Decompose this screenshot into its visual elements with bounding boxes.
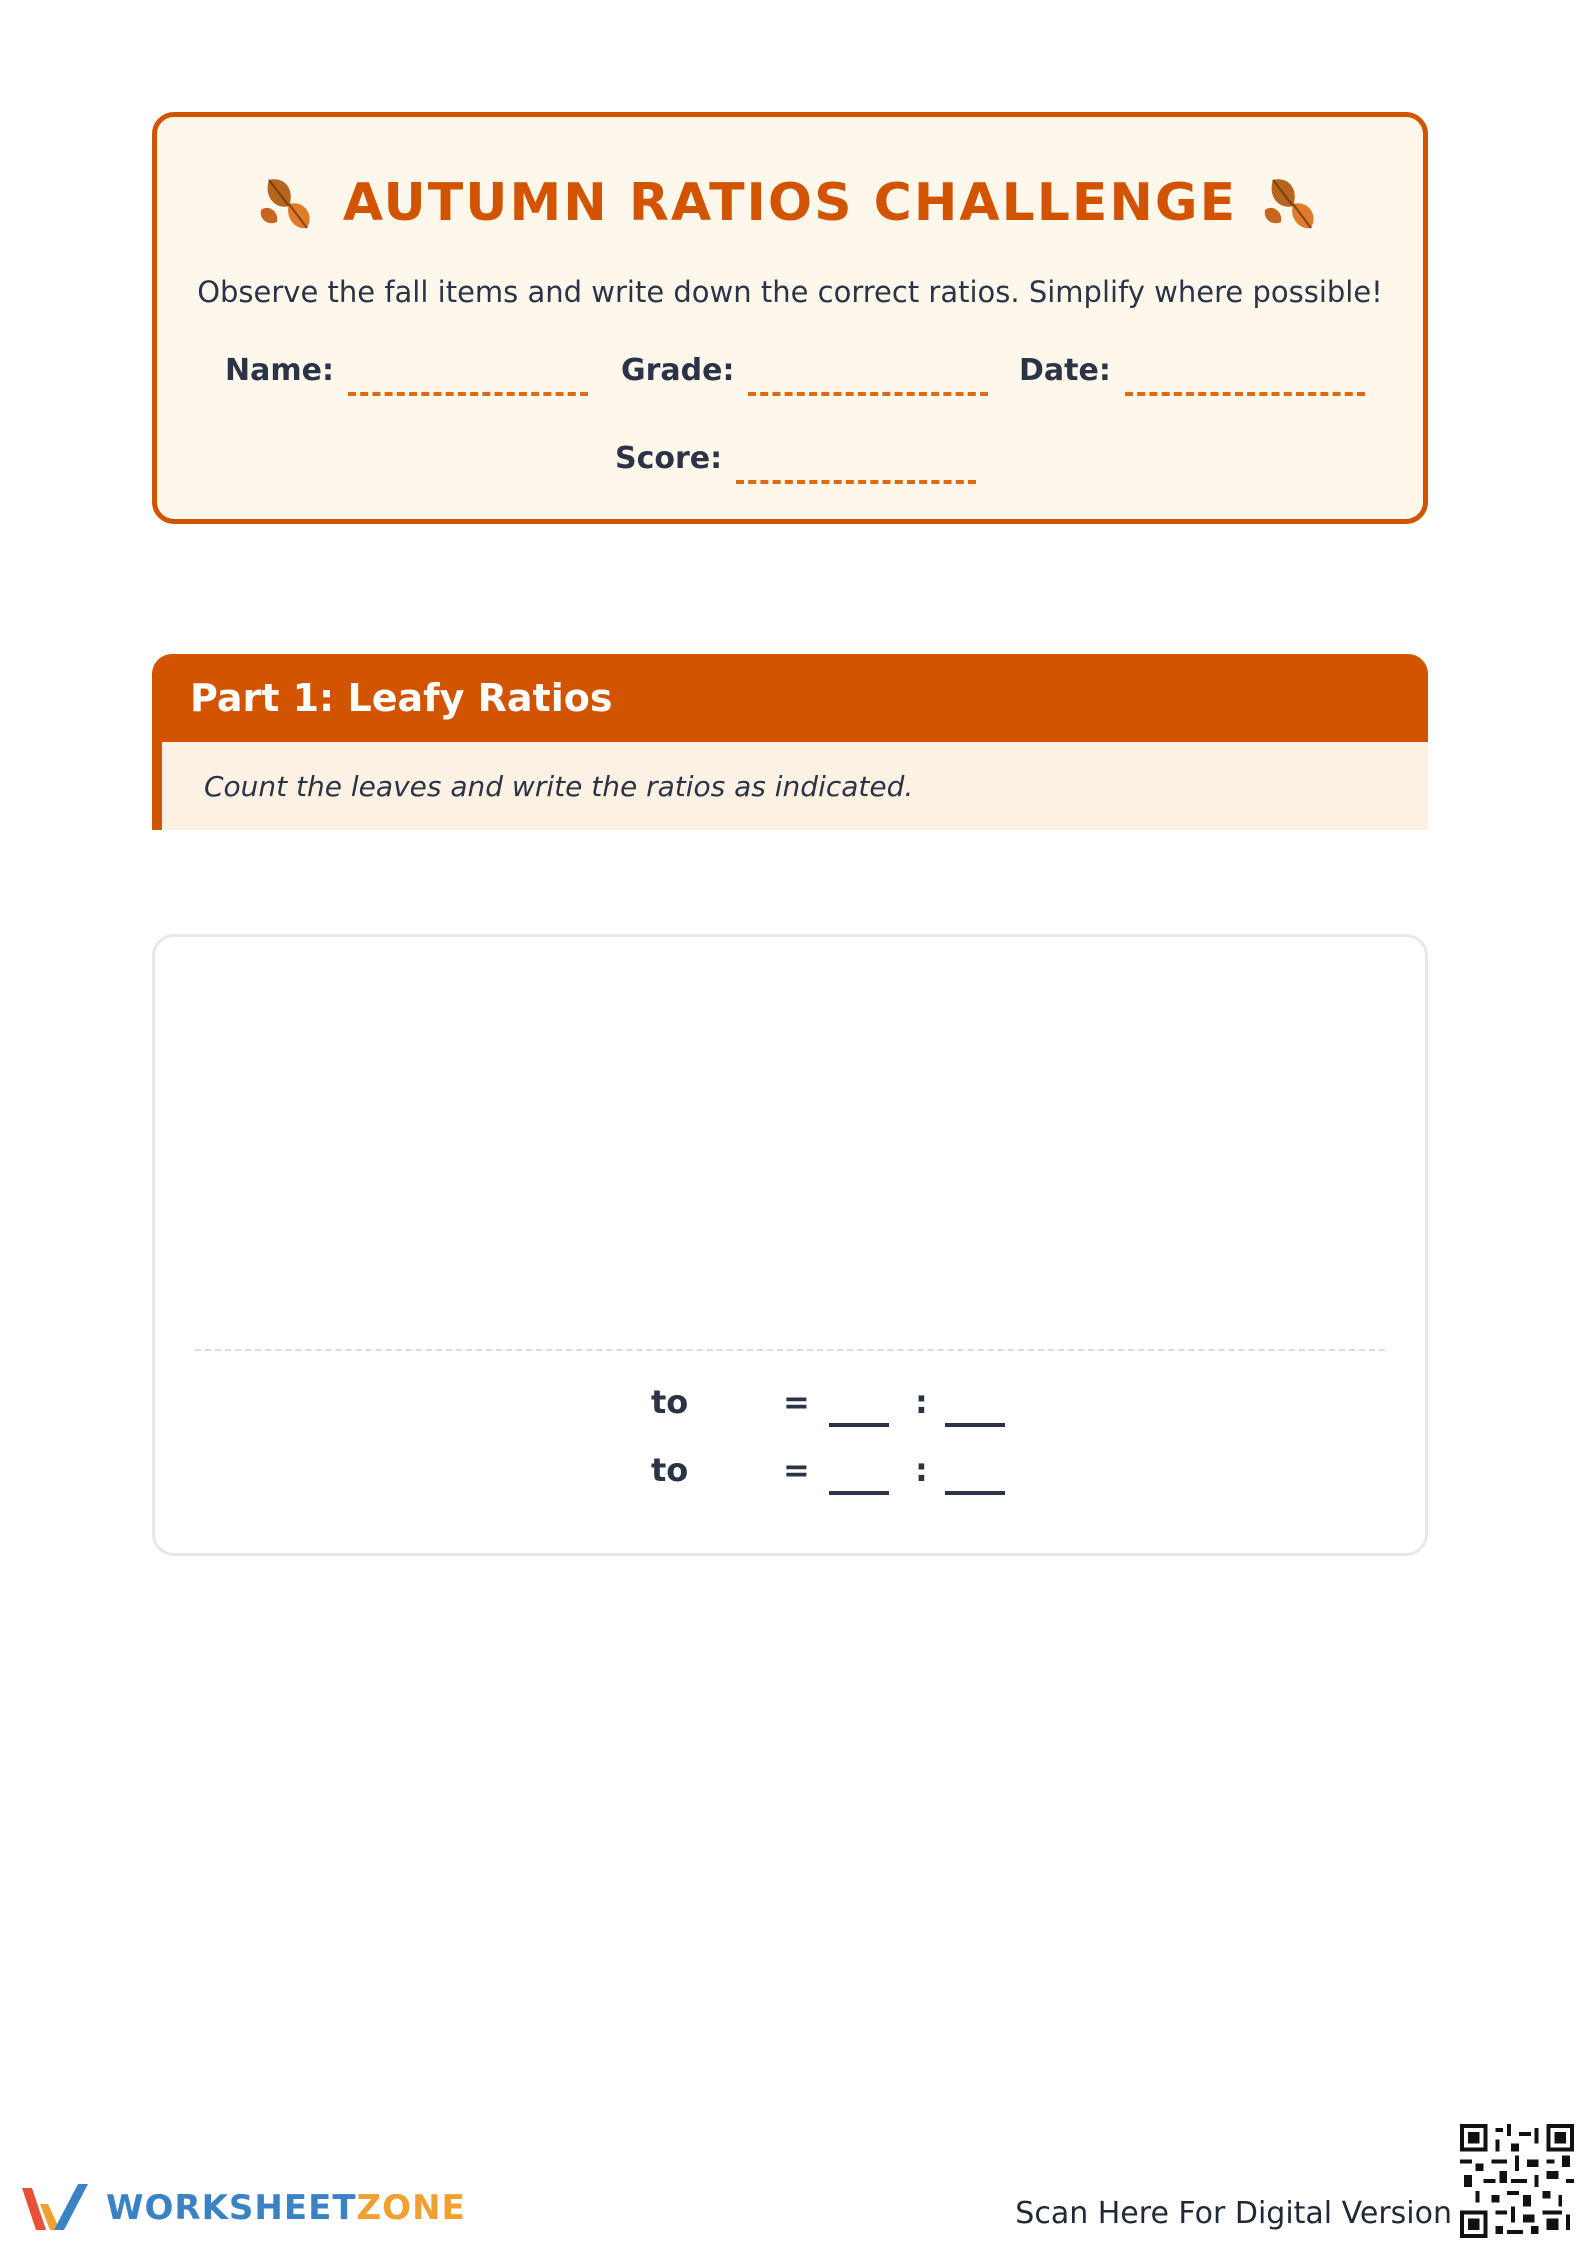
section-header-part1 — [152, 654, 1428, 742]
answer-blank-first[interactable] — [829, 1491, 889, 1495]
answer-blank-second[interactable] — [945, 1423, 1005, 1427]
grade-field[interactable] — [621, 353, 988, 388]
section-instruction-text: Count the leaves and write the ratios as indicated. — [204, 769, 914, 803]
score-field[interactable] — [615, 441, 976, 476]
answer-blank-first[interactable] — [829, 1423, 889, 1427]
qr-code-icon[interactable] — [1460, 2124, 1574, 2238]
question-card — [152, 934, 1428, 1556]
grade-label: Grade: — [621, 353, 735, 388]
worksheet-instructions: Observe the fall items and write down the correct ratios. Simplify where possible! — [197, 275, 1383, 309]
grade-blank-line[interactable] — [748, 392, 988, 396]
answer-blank-second[interactable] — [945, 1491, 1005, 1495]
worksheet-title: AUTUMN RATIOS CHALLENGE — [342, 173, 1238, 233]
name-field[interactable] — [225, 353, 588, 388]
date-field[interactable] — [1019, 353, 1365, 388]
score-label: Score: — [615, 441, 723, 476]
brand-part1: WORKSHEET — [106, 2188, 357, 2228]
name-label: Name: — [225, 353, 334, 388]
date-label: Date: — [1019, 353, 1111, 388]
brand-name — [106, 2188, 466, 2228]
header-card — [152, 112, 1428, 524]
name-blank-line[interactable] — [348, 392, 588, 396]
ratio-row — [155, 1451, 1425, 1503]
autumn-leaves-icon — [255, 170, 321, 236]
scan-instruction: Scan Here For Digital Version — [1015, 2196, 1452, 2231]
ratio-word: to — [651, 1451, 689, 1489]
score-blank-line[interactable] — [736, 480, 976, 484]
section-instruction — [152, 742, 1428, 830]
equals-sign: = — [783, 1451, 810, 1489]
ratio-row — [155, 1383, 1425, 1435]
equals-sign: = — [783, 1383, 810, 1421]
ratio-colon: : — [915, 1451, 928, 1489]
worksheetzone-logo[interactable] — [18, 2178, 466, 2238]
title-row — [157, 167, 1423, 239]
dashed-divider — [195, 1349, 1385, 1351]
brand-part2: ZONE — [356, 2188, 466, 2228]
worksheetzone-logo-icon — [18, 2178, 92, 2238]
ratio-colon: : — [915, 1383, 928, 1421]
section-title: Part 1: Leafy Ratios — [190, 676, 613, 720]
autumn-leaves-icon — [1259, 170, 1325, 236]
date-blank-line[interactable] — [1125, 392, 1365, 396]
ratio-word: to — [651, 1383, 689, 1421]
